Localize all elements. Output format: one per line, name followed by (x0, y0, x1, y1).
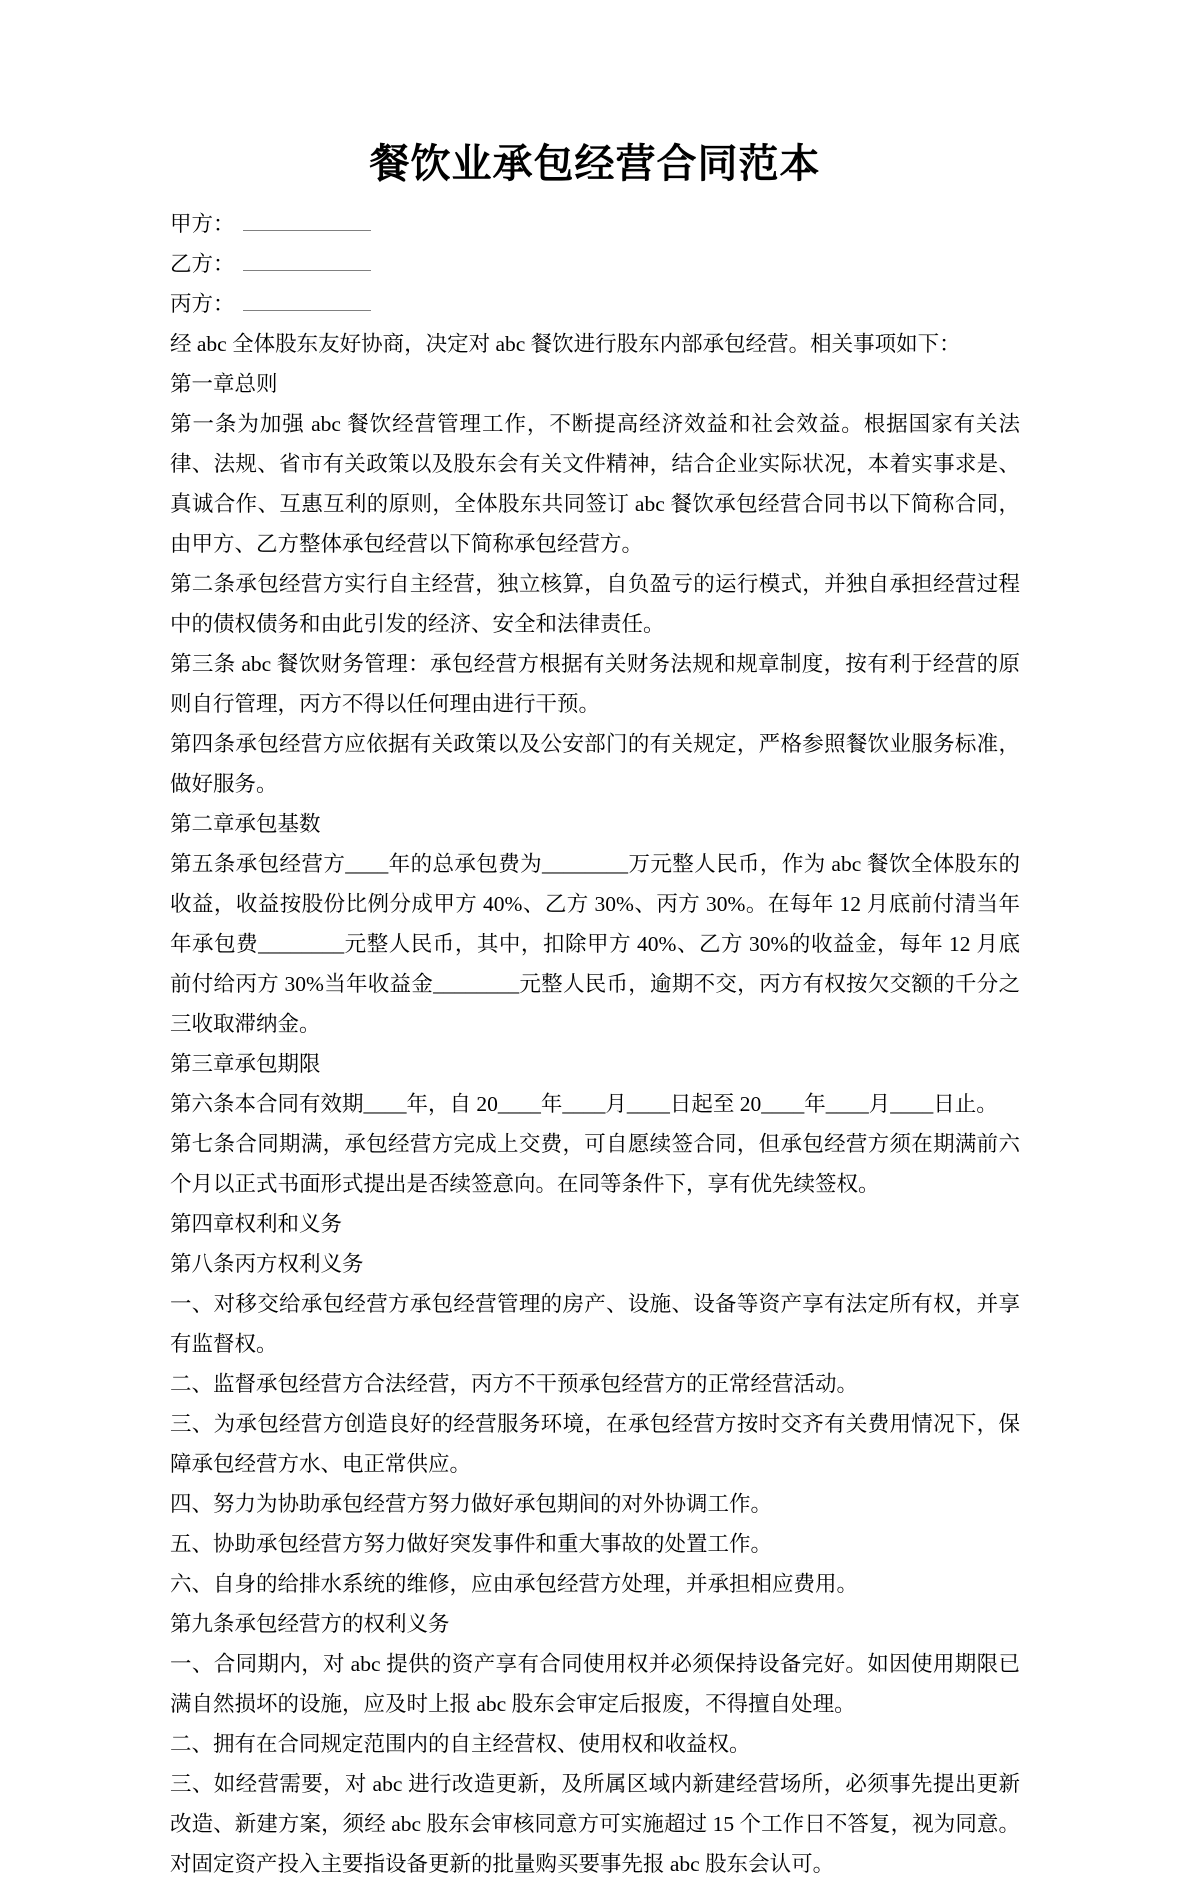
document-title: 餐饮业承包经营合同范本 (369, 141, 821, 186)
article-9-heading: 第九条承包经营方的权利义务 (170, 1612, 450, 1636)
party-label-jia: 甲方： (170, 212, 235, 236)
article-8-item-3: 三、为承包经营方创造良好的经营服务环境，在承包经营方按时交齐有关费用情况下，保障承包经营方水、电正常供应。 (170, 1412, 1020, 1476)
article-8-item-1: 一、对移交给承包经营方承包经营管理的房产、设施、设备等资产享有法定所有权，并享有监督权。 (170, 1292, 1020, 1356)
article-9-item-3: 三、如经营需要，对 abc 进行改造更新，及所属区域内新建经营场所，必须事先提出更新改造、新建方案，须经 abc 股东会审核同意方可实施超过 15 个工作日不答复，视为同意。对固定资产投入主要指设备更新的批量购买要事先报 abc 股东会认可。 (170, 1772, 1020, 1876)
article-8-item-2: 二、监督承包经营方合法经营，丙方不干预承包经营方的正常经营活动。 (170, 1372, 859, 1396)
article-4-paragraph: 第四条承包经营方应依据有关政策以及公安部门的有关规定，严格参照餐饮业服务标准，做好服务。 (170, 732, 1020, 796)
article-8-item-4: 四、努力为协助承包经营方努力做好承包期间的对外协调工作。 (170, 1492, 773, 1516)
article-1-paragraph: 第一条为加强 abc 餐饮经营管理工作，不断提高经济效益和社会效益。根据国家有关法律、法规、省市有关政策以及股东会有关文件精神，结合企业实际状况，本着实事求是、真诚合作、互惠互利的原则，全体股东共同签订 abc 餐饮承包经营合同书以下简称合同，由甲方、乙方整体承包经营以下简称承包经营方。 (170, 412, 1020, 556)
article-2-paragraph: 第二条承包经营方实行自主经营，独立核算，自负盈亏的运行模式，并独自承担经营过程中的债权债务和由此引发的经济、安全和法律责任。 (170, 572, 1020, 636)
article-9-item-1: 一、合同期内，对 abc 提供的资产享有合同使用权并必须保持设备完好。如因使用期限已满自然损坏的设施，应及时上报 abc 股东会审定后报废，不得擅自处理。 (170, 1652, 1020, 1716)
chapter-1-heading: 第一章总则 (170, 372, 278, 396)
chapter-2-heading: 第二章承包基数 (170, 812, 321, 836)
party-blank-underline-bing (243, 288, 371, 311)
article-8-item-6: 六、自身的给排水系统的维修，应由承包经营方处理，并承担相应费用。 (170, 1572, 859, 1596)
party-label-yi: 乙方： (170, 252, 235, 276)
chapter-4-heading: 第四章权利和义务 (170, 1212, 343, 1236)
party-row-jia (170, 204, 1020, 244)
article-6-paragraph: 第六条本合同有效期____年，自 20____年____月____日起至 20____年____月____日止。 (170, 1092, 998, 1116)
party-blank-underline-yi (243, 248, 371, 271)
party-blank-underline-jia (243, 208, 371, 231)
document-body (170, 204, 1020, 1884)
article-9-item-2: 二、拥有在合同规定范围内的自主经营权、使用权和收益权。 (170, 1732, 751, 1756)
article-8-heading: 第八条丙方权利义务 (170, 1252, 364, 1276)
article-8-item-5: 五、协助承包经营方努力做好突发事件和重大事故的处置工作。 (170, 1532, 773, 1556)
article-7-paragraph: 第七条合同期满，承包经营方完成上交费，可自愿续签合同，但承包经营方须在期满前六个月以正式书面形式提出是否续签意向。在同等条件下，享有优先续签权。 (170, 1132, 1020, 1196)
party-row-bing (170, 284, 1020, 324)
article-3-paragraph: 第三条 abc 餐饮财务管理：承包经营方根据有关财务法规和规章制度，按有利于经营的原则自行管理，丙方不得以任何理由进行干预。 (170, 652, 1020, 716)
contract-intro-paragraph: 经 abc 全体股东友好协商，决定对 abc 餐饮进行股东内部承包经营。相关事项如下： (170, 332, 961, 356)
chapter-3-heading: 第三章承包期限 (170, 1052, 321, 1076)
party-row-yi (170, 244, 1020, 284)
party-label-bing: 丙方： (170, 292, 235, 316)
article-5-paragraph: 第五条承包经营方____年的总承包费为________万元整人民币，作为 abc 餐饮全体股东的收益，收益按股份比例分成甲方 40%、乙方 30%、丙方 30%。在每年 12 月底前付清当年年承包费________元整人民币，其中，扣除甲方 40%、乙方 30%的收益金，每年 12 月底前付给丙方 30%当年收益金________元整人民币，逾期不交，丙方有权按欠交额的千分之三收取滞纳金。 (170, 852, 1020, 1036)
